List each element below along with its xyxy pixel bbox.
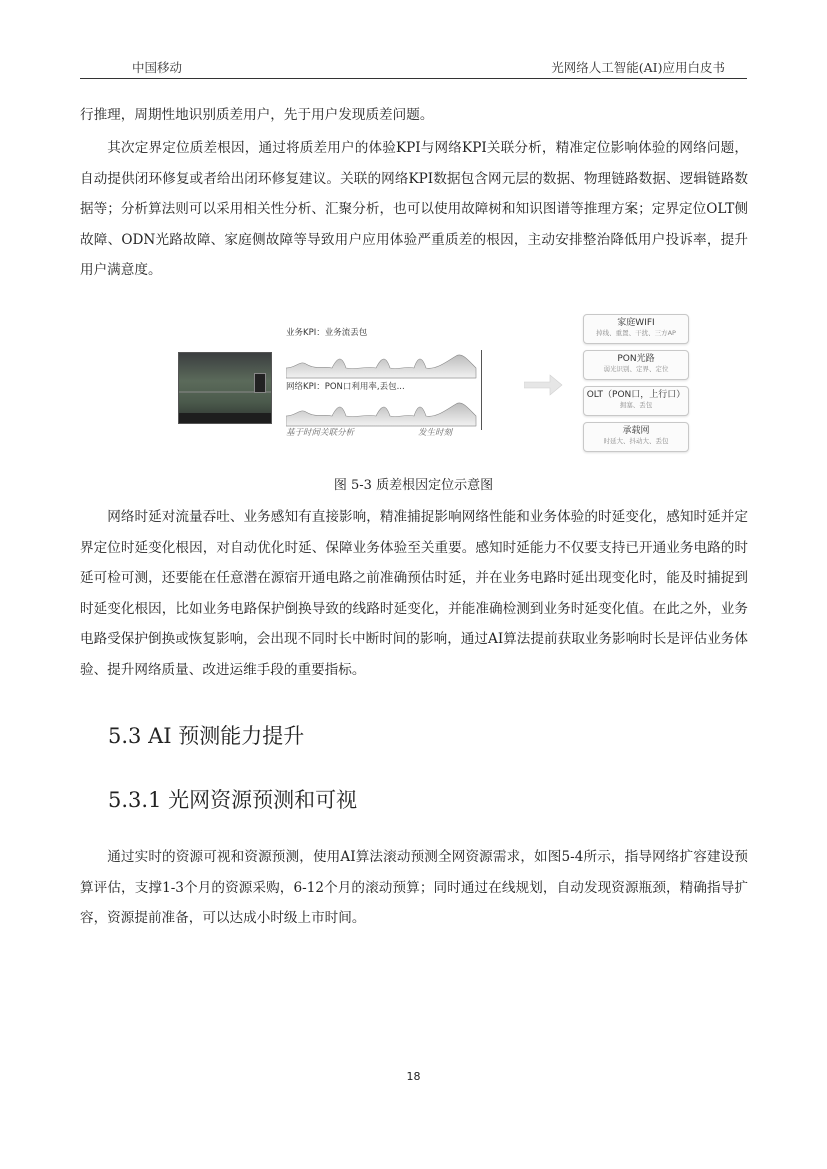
paragraph-1: 其次定界定位质差根因，通过将质差用户的体验KPI与网络KPI关联分析，精准定位影响体验的网络问题，自动提供闭环修复或者给出闭环修复建议。关联的网络KPI数据包含网元层的数据、物理链路数据、逻辑链路数据等；分析算法则可以采用相关性分析、汇聚分析，也可以使用故障树和知识图谱等推理方案；定界定位OLT侧故障、ODN光路故障、家庭侧故障等导致用户应用体验严重质差的根因，主动安排整治降低用户投诉率，提升用户满意度。 [80, 140, 748, 278]
layer-box-olt: OLT（PON口，上行口） 拥塞、丢包 [583, 386, 689, 416]
section-heading-5-3: 5.3 AI 预测能力提升 [108, 724, 305, 748]
layer-box-bearer-network: 承载网 时延大、抖动大、丢包 [583, 422, 689, 452]
service-kpi-wave [286, 355, 476, 378]
header-org: 中国移动 [132, 60, 183, 75]
figure-5-3 [178, 310, 698, 458]
network-kpi-wave [286, 403, 476, 426]
series-label-service-kpi: 业务KPI：业务流丢包 [286, 328, 368, 338]
page-header [80, 56, 747, 79]
caption-occurrence-time: 发生时刻 [418, 428, 453, 438]
kpi-charts [286, 316, 486, 436]
section-heading-5-3-1: 5.3.1 光网资源预测和可视 [108, 788, 358, 812]
layer-box-home-wifi: 家庭WIFI 掉线、重置、干扰、三方AP [583, 314, 689, 344]
kpi-waveforms [286, 316, 486, 436]
figure-divider [481, 350, 482, 430]
paragraph-0: 行推理，周期性地识别质差用户，先于用户发现质差问题。 [80, 107, 434, 123]
video-thumbnail [178, 352, 272, 424]
paragraph-3: 通过实时的资源可视和资源预测，使用AI算法滚动预测全网资源需求，如图5-4所示，指导网络扩容建设预算评估，支撑1-3个月的资源采购，6-12个月的滚动预算；同时通过在线规划，自动发现资源瓶颈，精确指导扩容，资源提前准备，可以达成小时级上市时间。 [80, 849, 748, 926]
arrow-right-icon [524, 370, 564, 400]
caption-time-correlation: 基于时间关联分析 [286, 428, 355, 438]
paragraph-2: 网络时延对流量吞吐、业务感知有直接影响，精准捕捉影响网络性能和业务体验的时延变化，感知时延并定界定位时延变化根因，对自动优化时延、保障业务体验至关重要。感知时延能力不仅要支持已开通业务电路的时延可检可测，还要能在任意潜在源宿开通电路之前准确预估时延，并在业务电路时延出现变化时，能及时捕捉到时延变化根因，比如业务电路保护倒换导致的线路时延变化，并能准确检测到业务时延变化值。在此之外，业务电路受保护倒换或恢复影响，会出现不同时长中断时间的影响，通过AI算法提前获取业务影响时长是评估业务体验、提升网络质量、改进运维手段的重要指标。 [80, 509, 748, 678]
series-label-network-kpi: 网络KPI：PON口利用率,丢包... [286, 382, 405, 392]
header-doc-title: 光网络人工智能(AI)应用白皮书 [551, 60, 725, 75]
figure-caption: 图 5-3 质差根因定位示意图 [333, 478, 494, 493]
page-number: 18 [406, 1070, 421, 1083]
layer-box-pon-path: PON光路 弱光识别、定界、定位 [583, 350, 689, 380]
